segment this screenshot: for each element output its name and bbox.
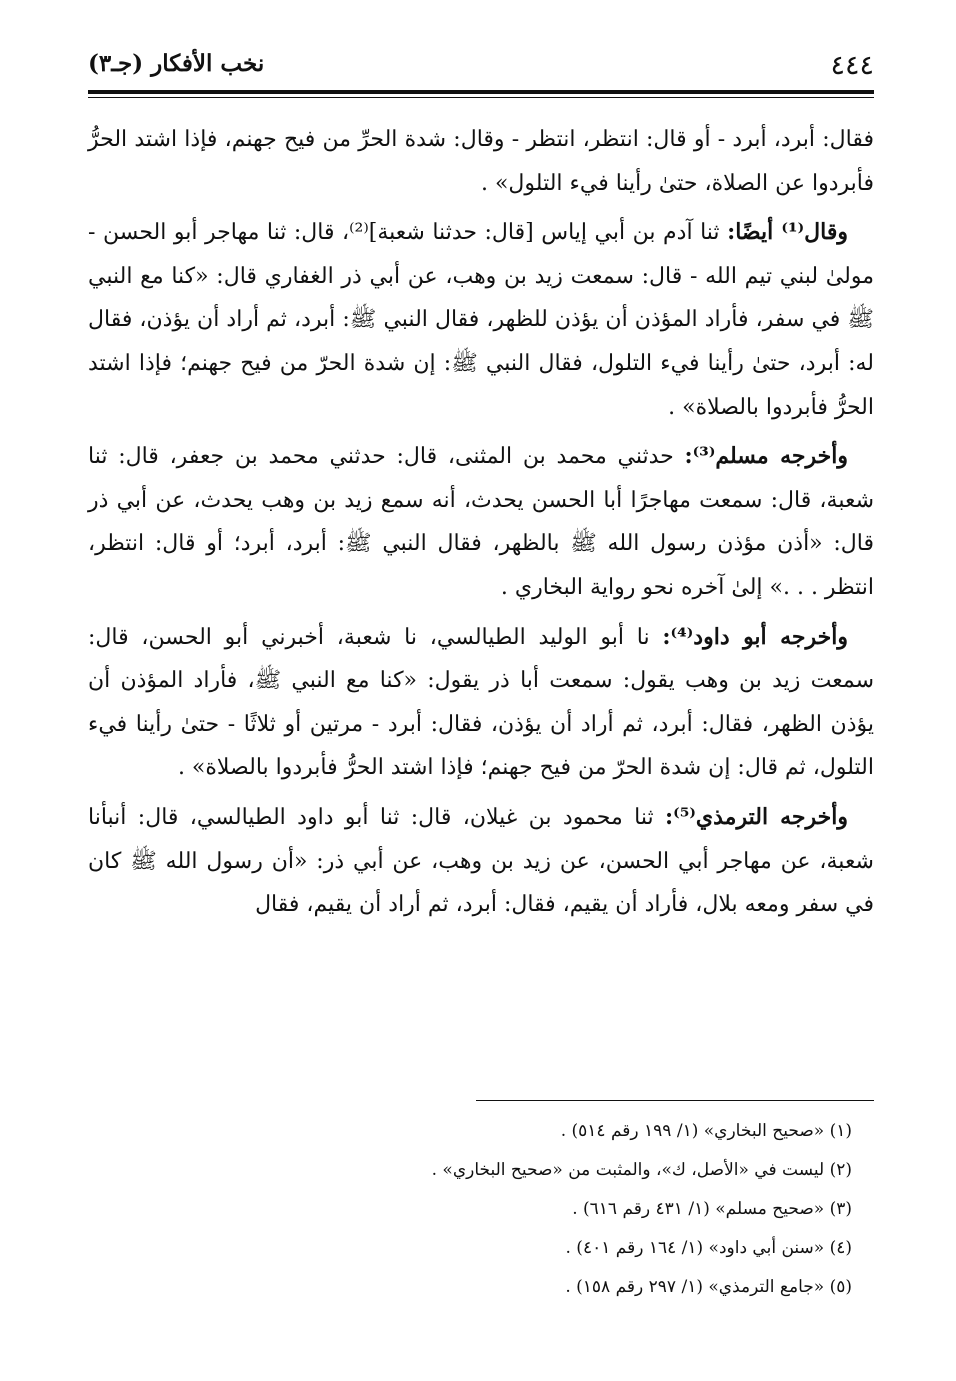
paragraph-text: ثنا آدم بن أبي إياس [قال: حدثنا شعبة]⁽²⁾، قال: ثنا مهاجر أبو الحسن - مولىٰ لبني تيم الله - قال: سمعت زيد بن وهب، عن أبي ذر الغفاري قال: «كنا مع النبي ﷺ في سفر، فأراد المؤذن أن يؤذن للظهر، فقال النبي ﷺ: أبرد، ثم أراد أن يؤذن، فقال له: أبرد، حتىٰ رأينا فيء التلول، فقال النبي ﷺ: إن شدة الحرّ من فيح جهنم؛ فإذا اشتد الحرُّ فأبردوا بالصلاة» . [88, 220, 874, 420]
paragraph-text: حدثني محمد بن المثنى، قال: حدثني محمد بن جعفر، قال: ثنا شعبة، قال: سمعت مهاجرًا أبا الحسن يحدث، أنه سمع زيد بن وهب يحدث، عن أبي ذر قال: «أذن مؤذن رسول الله ﷺ بالظهر، فقال النبي ﷺ: أبرد، أبرد؛ أو قال: انتظر، انتظر . . .» إلىٰ آخره نحو رواية البخاري . [88, 444, 874, 600]
paragraph-text: فقال: أبرد، أبرد - أو قال: انتظر، انتظر - وقال: شدة الحرِّ من فيح جهنم، فإذا اشتد الحرُّ فأبردوا عن الصلاة، حتىٰ رأينا فيء التلول» . [88, 127, 874, 196]
paragraph-lead: وأخرجه الترمذي⁽⁵⁾: [665, 803, 848, 830]
paragraph [88, 796, 874, 927]
paragraph [88, 435, 874, 609]
footnote-item: (٥) «جامع الترمذي» (١/ ٢٩٧ رقم ١٥٨) . [565, 1277, 852, 1297]
paragraph-lead: وأخرجه مسلم⁽³⁾: [684, 443, 848, 470]
header-rule-thin [88, 97, 874, 98]
paragraph [88, 211, 874, 429]
book-title: نخب الأفكار (جـ٣) [88, 50, 265, 77]
footnotes [88, 1112, 874, 1307]
paragraph [88, 616, 874, 790]
footnote-item: (٣) «صحيح مسلم» (١/ ٤٣١ رقم ٦١٦) . [572, 1199, 852, 1219]
paragraph [88, 118, 874, 205]
footnote-item: (١) «صحيح البخاري» (١/ ١٩٩ رقم ٥١٤) . [560, 1121, 852, 1141]
footnote-item: (٢) ليست في «الأصل، ك»، والمثبت من «صحيح البخاري» . [431, 1160, 852, 1180]
header-rule [88, 90, 874, 94]
page-number: ٤٤٤ [830, 50, 874, 81]
paragraph-text: ثنا محمود بن غيلان، قال: ثنا أبو داود الطيالسي، قال: أنبأنا شعبة، عن مهاجر أبي الحسن، عن زيد بن وهب، عن أبي ذر: «أن رسول الله ﷺ كان في سفر ومعه بلال، فأراد أن يقيم، فقال: أبرد، ثم أراد أن يقيم، فقال [88, 804, 874, 918]
paragraph-lead: وقال⁽¹⁾ أيضًا: [727, 219, 848, 246]
main-text [88, 118, 874, 933]
page-header [88, 46, 874, 86]
paragraph-text: نا أبو الوليد الطيالسي، نا شعبة، أخبرني أبو الحسن، قال: سمعت زيد بن وهب يقول: سمعت أبا ذر يقول: «كنا مع النبي ﷺ، فأراد المؤذن أن يؤذن الظهر، فقال: أبرد، ثم أراد أن يؤذن، فقال: أبرد - مرتين أو ثلاثًا - حتىٰ رأينا فيء التلول، ثم قال: إن شدة الحرّ من فيح جهنم؛ فإذا اشتد الحرُّ فأبردوا بالصلاة» . [88, 624, 874, 781]
paragraph-lead: وأخرجه أبو داود⁽⁴⁾: [662, 623, 848, 650]
footnote-item: (٤) «سنن أبي داود» (١/ ١٦٤ رقم ٤٠١) . [565, 1238, 852, 1258]
footnote-rule [476, 1100, 874, 1101]
